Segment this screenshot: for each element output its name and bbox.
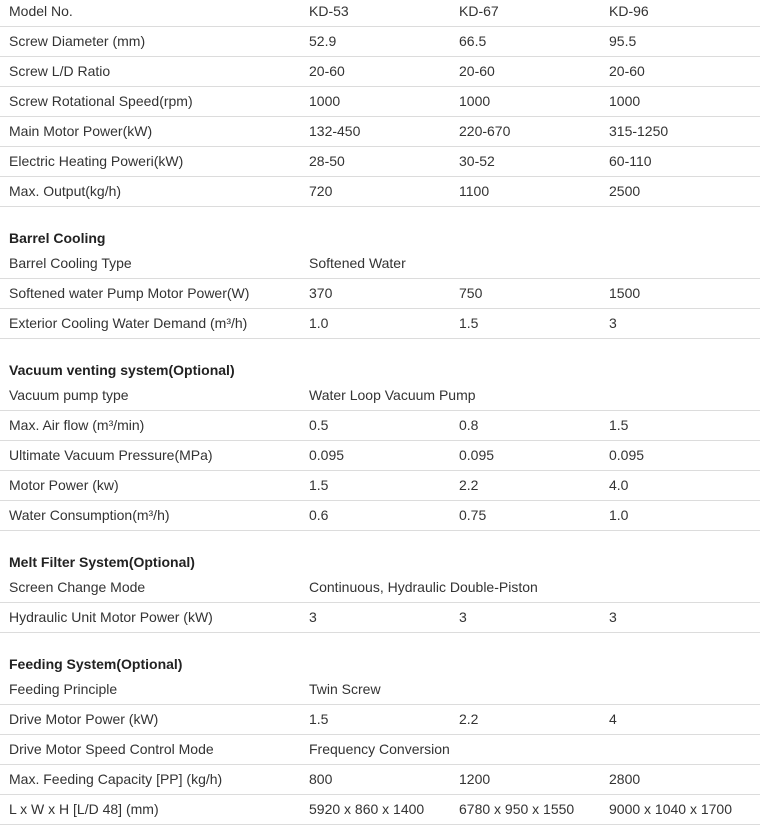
cell-value-2: 2.2	[459, 477, 479, 493]
row-label: Model No.	[9, 3, 73, 19]
row-label: Screw Diameter (mm)	[9, 33, 146, 49]
row-label: Exterior Cooling Water Demand (m³/h)	[9, 315, 248, 331]
cell-value-3: 2800	[609, 771, 641, 787]
cell-value-2: 0.8	[459, 417, 479, 433]
cell-value-2: 20-60	[459, 63, 495, 79]
cell-value-2: 0.75	[459, 507, 487, 523]
row-label: L x W x H [L/D 48] (mm)	[9, 801, 159, 817]
cell-value-1: Water Loop Vacuum Pump	[309, 387, 476, 403]
row-label: Max. Output(kg/h)	[9, 183, 122, 199]
row-label: Motor Power (kw)	[9, 477, 119, 493]
cell-value-1: 0.095	[309, 447, 345, 463]
cell-value-3: 95.5	[609, 33, 637, 49]
cell-value-3: 20-60	[609, 63, 645, 79]
section-title: Vacuum venting system(Optional)	[9, 362, 235, 378]
table-row	[0, 441, 760, 471]
cell-value-3: 9000 x 1040 x 1700	[609, 801, 732, 817]
cell-value-3: 1.5	[609, 417, 629, 433]
cell-value-2: 30-52	[459, 153, 495, 169]
row-label: Ultimate Vacuum Pressure(MPa)	[9, 447, 213, 463]
row-label: Max. Feeding Capacity [PP] (kg/h)	[9, 771, 223, 787]
cell-value-1: 1000	[309, 93, 341, 109]
section-title: Barrel Cooling	[9, 230, 106, 246]
cell-value-2: 0.095	[459, 447, 495, 463]
cell-value-1: Softened Water	[309, 255, 406, 271]
cell-value-2: KD-67	[459, 3, 499, 19]
row-label: Max. Air flow (m³/min)	[9, 417, 145, 433]
row-label: Vacuum pump type	[9, 387, 129, 403]
section-title: Melt Filter System(Optional)	[9, 554, 195, 570]
cell-value-2: 1000	[459, 93, 491, 109]
header-row	[0, 0, 760, 27]
table-row	[0, 27, 760, 57]
row-label: Electric Heating Poweri(kW)	[9, 153, 184, 169]
table-row	[0, 573, 760, 603]
cell-value-1: 370	[309, 285, 333, 301]
cell-value-3: KD-96	[609, 3, 649, 19]
cell-value-1: Continuous, Hydraulic Double-Piston	[309, 579, 538, 595]
row-label: Water Consumption(m³/h)	[9, 507, 170, 523]
cell-value-1: 800	[309, 771, 333, 787]
cell-value-1: KD-53	[309, 3, 349, 19]
row-label: Drive Motor Power (kW)	[9, 711, 159, 727]
table-row	[0, 411, 760, 441]
table-row	[0, 765, 760, 795]
cell-value-1: 0.5	[309, 417, 329, 433]
row-label: Main Motor Power(kW)	[9, 123, 153, 139]
cell-value-2: 3	[459, 609, 467, 625]
cell-value-1: Frequency Conversion	[309, 741, 450, 757]
table-row	[0, 705, 760, 735]
table-row	[0, 735, 760, 765]
cell-value-2: 1100	[459, 183, 490, 199]
cell-value-3: 315-1250	[609, 123, 669, 139]
table-row	[0, 249, 760, 279]
row-label: Barrel Cooling Type	[9, 255, 132, 271]
row-label: Drive Motor Speed Control Mode	[9, 741, 214, 757]
cell-value-2: 750	[459, 285, 483, 301]
cell-value-2: 66.5	[459, 33, 487, 49]
cell-value-3: 60-110	[609, 153, 652, 169]
row-label: Feeding Principle	[9, 681, 118, 697]
table-row	[0, 381, 760, 411]
section-title: Feeding System(Optional)	[9, 656, 183, 672]
cell-value-2: 1.5	[459, 315, 479, 331]
row-label: Hydraulic Unit Motor Power (kW)	[9, 609, 213, 625]
table-row	[0, 147, 760, 177]
cell-value-1: 28-50	[309, 153, 345, 169]
table-row	[0, 795, 760, 825]
cell-value-3: 1500	[609, 285, 641, 301]
cell-value-3: 1000	[609, 93, 641, 109]
row-label: Screen Change Mode	[9, 579, 146, 595]
cell-value-1: Twin Screw	[309, 681, 381, 697]
cell-value-1: 720	[309, 183, 333, 199]
cell-value-3: 2500	[609, 183, 641, 199]
cell-value-1: 0.6	[309, 507, 329, 523]
table-row	[0, 309, 760, 339]
cell-value-1: 1.5	[309, 477, 329, 493]
cell-value-3: 1.0	[609, 507, 629, 523]
cell-value-2: 1200	[459, 771, 491, 787]
cell-value-1: 132-450	[309, 123, 361, 139]
cell-value-2: 2.2	[459, 711, 479, 727]
table-row	[0, 675, 760, 705]
cell-value-1: 20-60	[309, 63, 345, 79]
cell-value-3: 4.0	[609, 477, 629, 493]
cell-value-1: 1.5	[309, 711, 329, 727]
cell-value-1: 52.9	[309, 33, 337, 49]
table-row	[0, 57, 760, 87]
cell-value-3: 3	[609, 315, 617, 331]
row-label: Screw Rotational Speed(rpm)	[9, 93, 193, 109]
table-row	[0, 279, 760, 309]
cell-value-3: 4	[609, 711, 617, 727]
row-label: Screw L/D Ratio	[9, 63, 111, 79]
cell-value-1: 5920 x 860 x 1400	[309, 801, 425, 817]
cell-value-1: 1.0	[309, 315, 329, 331]
table-row	[0, 471, 760, 501]
table-row	[0, 117, 760, 147]
cell-value-2: 6780 x 950 x 1550	[459, 801, 575, 817]
row-label: Softened water Pump Motor Power(W)	[9, 285, 250, 301]
cell-value-3: 0.095	[609, 447, 645, 463]
table-row	[0, 177, 760, 207]
table-row	[0, 87, 760, 117]
table-row	[0, 603, 760, 633]
cell-value-1: 3	[309, 609, 317, 625]
cell-value-2: 220-670	[459, 123, 511, 139]
table-row	[0, 501, 760, 531]
cell-value-3: 3	[609, 609, 617, 625]
